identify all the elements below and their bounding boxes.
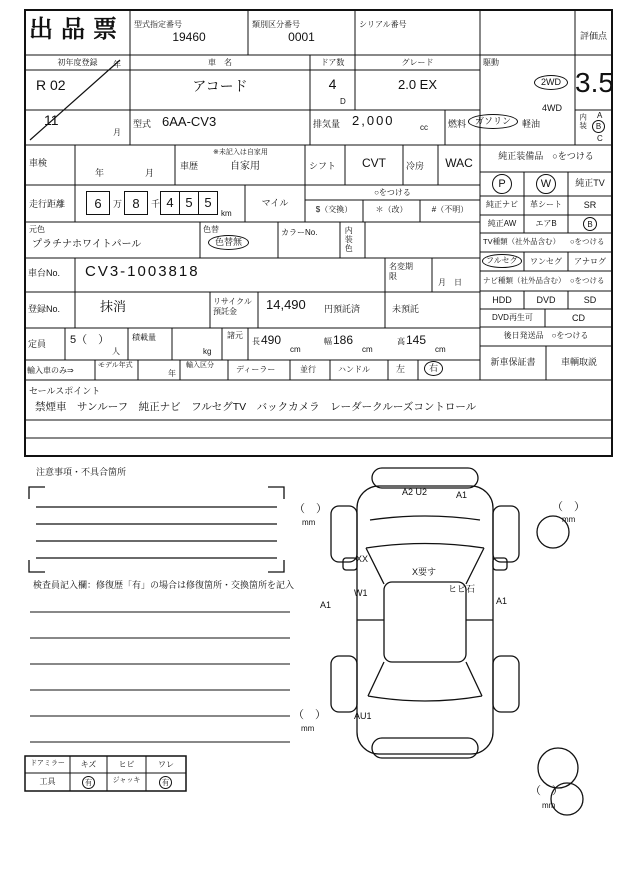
roof <box>384 582 466 662</box>
color-change-label: 色替 <box>203 225 219 234</box>
handle-left: 左 <box>396 364 406 374</box>
mile-label: マイル <box>261 198 289 208</box>
mark-au1: AU1 <box>354 711 372 721</box>
load-unit: kg <box>203 347 212 356</box>
capacity-value: 5（ ） <box>70 334 110 346</box>
mileage-digit-2: 5 <box>179 192 198 214</box>
model-approval-no-label: 型式指定番号 <box>134 20 182 29</box>
length-label: 長 <box>252 337 260 346</box>
sales-points-header: セールスポイント <box>29 386 101 396</box>
mark-a1-left: A1 <box>320 600 332 610</box>
tread-circle-bottom-right <box>538 748 578 788</box>
navi-type-label: ナビ種類（社外品含む） <box>483 276 566 285</box>
front-left-wheel <box>331 506 357 562</box>
width-value: 186 <box>333 333 354 347</box>
inspector-note: 検査員記入欄：修復歴「有」の場合は修復箇所・交換箇所を記入 <box>33 580 295 590</box>
cd: CD <box>572 313 585 323</box>
width-unit: cm <box>362 345 373 354</box>
fuel-gasoline-oval: ガソリン <box>468 114 518 129</box>
history-note: ※未記入は自家用 <box>213 149 268 156</box>
ac-label: 冷房 <box>406 161 425 171</box>
import-dealer: ディーラー <box>236 365 276 374</box>
capacity-unit: 人 <box>112 347 120 356</box>
fullseg-mark <box>482 254 522 268</box>
recycle-label: リサイクル預託金 <box>213 297 252 316</box>
rear-bumper <box>372 738 478 758</box>
score-label: 評価点 <box>579 31 607 41</box>
width-label: 幅 <box>324 337 332 346</box>
paren-top-right: （ ） <box>552 501 585 513</box>
car-name-label: 車 名 <box>208 58 232 67</box>
kizu-label: キズ <box>80 760 97 769</box>
mm-top-left: mm <box>302 518 316 527</box>
displacement-unit: cc <box>420 123 428 132</box>
paren-top-left: （ ） <box>294 503 327 515</box>
mileage-sym-unknown: #（不明） <box>431 205 469 214</box>
fullseg-oval: フルセグ <box>482 254 522 268</box>
rename-deadline-label: 名変期限 <box>389 262 413 282</box>
mark-hibi-ishi: ヒビ石 <box>448 584 476 594</box>
sheet-title: 出品票 <box>29 16 125 43</box>
car-outline <box>331 468 583 815</box>
jack-label: ジャッキ <box>112 777 141 784</box>
ware-label: ワレ <box>158 760 174 769</box>
shaken-year-unit: 年 <box>95 168 105 178</box>
handle-right-mark <box>424 361 443 376</box>
grade-value: 2.0 EX <box>397 77 438 92</box>
mileage-digit-3: 5 <box>198 192 217 214</box>
mm-top-right: mm <box>562 515 576 524</box>
recycle-amount: 14,490 <box>266 297 306 312</box>
interior-grade-c: C <box>597 134 603 143</box>
drive-2wd-mark <box>534 75 568 90</box>
hibi-label: ヒビ <box>118 760 135 769</box>
rear-right-wheel <box>493 656 519 712</box>
chassis-no-label: 車台No. <box>28 268 61 278</box>
mark-x-need: X要す <box>412 567 437 577</box>
shift-label: シフト <box>309 161 337 171</box>
displacement-value: 2,000 <box>352 113 395 128</box>
leather-seat: 革シート <box>530 200 562 209</box>
color-no-label: カラーNo. <box>281 228 318 237</box>
car-diagram <box>290 462 620 830</box>
analog: アナログ <box>574 257 606 266</box>
door-mirror-label: ドアミラー <box>30 760 65 767</box>
paren-bottom-right: （ ） <box>530 785 563 797</box>
serial-no-label: シリアル番号 <box>359 20 407 29</box>
grade-label: グレード <box>401 58 434 67</box>
interior-grade-a: A <box>597 111 603 120</box>
genuine-aw: 純正AW <box>487 219 517 228</box>
base-color-label: 元色 <box>29 225 45 234</box>
mark-w1: W1 <box>354 588 368 598</box>
class-no: 0001 <box>288 30 315 44</box>
pw-circle: W <box>536 174 556 194</box>
tool-present-circle: 有 <box>82 776 95 789</box>
front-right-wheel <box>493 506 519 562</box>
airbag-circle: B <box>583 217 597 231</box>
import-parallel: 並行 <box>300 365 316 374</box>
length-value: 490 <box>261 333 282 347</box>
fuel-label: 燃料 <box>448 119 467 129</box>
vehicle-manual: 車輌取説 <box>560 357 597 367</box>
first-reg-month: 11 <box>44 112 59 128</box>
shaken-month-unit: 月 <box>145 168 155 178</box>
load-label: 積載量 <box>132 333 156 342</box>
mark-a1-right: A1 <box>496 596 508 606</box>
import-only-label: 輸入車のみ⇒ <box>27 366 74 375</box>
mileage-unit: km <box>221 209 232 218</box>
first-reg-year-unit: 年 <box>113 60 121 69</box>
jack-present-circle: 有 <box>159 776 172 789</box>
oneseg: ワンセグ <box>530 257 562 266</box>
reg-no-label: 登録No. <box>28 304 61 314</box>
history-label: 車歴 <box>180 161 199 171</box>
windshield <box>366 544 484 585</box>
recycle-paid: 円預託済 <box>324 304 361 314</box>
mileage-digits-box <box>160 191 218 215</box>
history-value: 自家用 <box>230 161 260 172</box>
mark-a2u2: A2 U2 <box>402 487 428 497</box>
model-year-unit: 年 <box>168 369 176 378</box>
capacity-label: 定員 <box>28 339 47 349</box>
shift-value: CVT <box>362 156 386 170</box>
color-change-mark <box>208 235 249 250</box>
sales-points-text: 禁煙車 サンルーフ 純正ナビ フルセグTV バックカメラ レーダークルーズコントロール <box>35 401 477 413</box>
navi-hdd: HDD <box>492 295 512 305</box>
rename-deadline-units: 月 日 <box>438 278 462 287</box>
height-unit: cm <box>435 345 446 354</box>
notes-bracket-box <box>29 487 284 572</box>
navi-dvd: DVD <box>536 295 556 305</box>
mm-bottom-left: mm <box>301 724 315 733</box>
mileage-sen-box: 8 <box>124 191 148 215</box>
hood-line <box>370 516 480 520</box>
dimensions-label: 諸元 <box>227 331 243 340</box>
tv-type-label: TV種類（社外品含む） <box>483 237 561 246</box>
interior-color-label: 内装色 <box>344 226 354 253</box>
import-division-label: 輸入区分 <box>186 362 214 369</box>
mark-xx: XX <box>356 554 369 564</box>
recycle-unpaid: 未預託 <box>392 304 420 314</box>
mark-a1-top: A1 <box>456 490 468 500</box>
base-color-value: プラチナホワイトパール <box>32 239 142 250</box>
mileage-sym-kai: ＊（改） <box>375 205 408 214</box>
rear-window <box>368 662 482 701</box>
genuine-navi: 純正ナビ <box>486 200 518 209</box>
drive-4wd: 4WD <box>542 103 562 113</box>
sunroof-sr: SR <box>583 200 597 210</box>
class-no-label: 類別区分番号 <box>252 20 300 29</box>
caution-label: 注意事項・不具合箇所 <box>36 467 127 477</box>
color-change-oval: 色替無 <box>208 235 249 250</box>
reg-no-value: 抹消 <box>100 299 127 314</box>
equip-header: 純正装備品 ○をつける <box>498 151 594 161</box>
first-reg-month-unit: 月 <box>113 128 121 137</box>
first-reg-year: R 02 <box>36 77 66 93</box>
drive-2wd-oval: 2WD <box>534 75 568 90</box>
height-value: 145 <box>406 333 427 347</box>
height-label: 高 <box>397 337 405 346</box>
damage-marks <box>320 487 507 721</box>
mileage-sym-exchange: $（交換） <box>315 205 353 214</box>
front-bumper <box>372 468 478 488</box>
mm-bottom-right: mm <box>542 801 556 810</box>
score-value: 3.5 <box>575 67 614 98</box>
mileage-label: 走行距離 <box>29 199 66 209</box>
genuine-tv: 純正TV <box>575 178 605 188</box>
dvd-playable: DVD再生可 <box>492 313 533 322</box>
doors-suffix: D <box>340 97 346 106</box>
handle-right-oval: 右 <box>424 361 443 376</box>
displacement-label: 排気量 <box>313 119 341 129</box>
model-value: 6AA-CV3 <box>162 114 217 129</box>
chassis-no: CV3-1003818 <box>85 263 200 280</box>
shaken-label: 車検 <box>29 158 48 168</box>
ps-circle: P <box>492 174 512 194</box>
model-approval-no: 19460 <box>172 30 206 44</box>
mileage-man-box: 6 <box>86 191 110 215</box>
paren-bottom-left: （ ） <box>293 709 326 721</box>
fuel-gasoline-mark <box>468 114 518 129</box>
tv-type-note: ○をつける <box>570 237 605 246</box>
ac-value: WAC <box>445 156 473 170</box>
airbag-label: エアB <box>535 219 557 228</box>
navi-type-note: ○をつける <box>570 276 605 285</box>
fuel-diesel: 軽油 <box>522 119 541 129</box>
tool-label: 工具 <box>39 777 56 786</box>
model-year-label: モデル年式 <box>98 362 133 369</box>
interior-grade-b-circle: B <box>592 120 605 133</box>
interior-grade-label: 内装 <box>578 113 588 130</box>
mileage-mark-note: ○をつける <box>374 188 411 197</box>
first-reg-label: 初年度登録 <box>57 58 98 67</box>
navi-sd: SD <box>583 295 597 305</box>
mileage-sen-unit: 千 <box>151 199 161 209</box>
rear-left-wheel <box>331 656 357 712</box>
model-label: 型式 <box>133 119 152 129</box>
tread-depth-labels <box>293 500 585 810</box>
handle-label: ハンドル <box>338 365 370 374</box>
doors-label: ドア数 <box>320 58 345 67</box>
mileage-digit-1: 4 <box>166 195 174 210</box>
new-car-warranty: 新車保証書 <box>490 357 536 367</box>
doors-value: 4 <box>328 76 337 92</box>
later-shipment-header: 後日発送品 ○をつける <box>503 331 589 340</box>
length-unit: cm <box>290 345 301 354</box>
mileage-man-unit: 万 <box>113 199 123 209</box>
drive-label: 駆動 <box>483 58 499 67</box>
car-name: アコード <box>192 78 248 94</box>
